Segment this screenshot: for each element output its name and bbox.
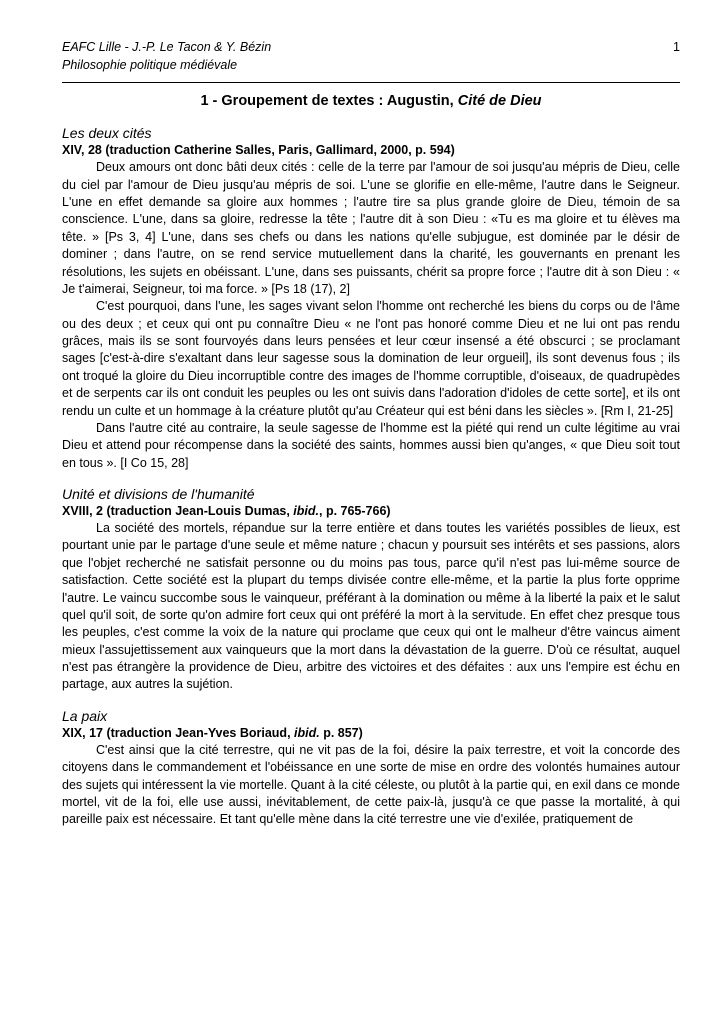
- section-heading: La paix: [62, 707, 108, 724]
- attribution-plain: XIX, 17 (traduction Jean-Yves Boriaud,: [62, 725, 295, 740]
- paragraph: Dans l'autre cité au contraire, la seule sagesse de l'homme est la piété qui rend un culte légitime au vrai Dieu et attend pour récompense dans la société des saints, hommes aussi bien qu'anges, « que Dieu soit tout en tous ». [I Co 15, 28]: [62, 420, 680, 470]
- header-left: [62, 38, 271, 74]
- paragraph: C'est ainsi que la cité terrestre, qui ne vit pas de la foi, désire la paix terrestre, et voit la concorde des citoyens dans le commandement et l'obéissance en une sorte de mise en ordre des volontés humaines autour des sujets qui intéressent la vie mortelle. Quant à la cité céleste, ou plutôt à la partie qui, en exil dans ce monde mortel, vit de la foi, elle use aussi, inévitablement, de cette paix-là, jusqu'à ce que passe la mortalité, à qui pareille paix est nécessaire. Et tant qu'elle mène dans la cité terrestre une vie d'exilée, pratiquement de: [62, 742, 680, 827]
- page-title: [62, 93, 680, 109]
- section-attribution: [62, 504, 680, 518]
- attribution-italic: ibid.: [293, 504, 319, 518]
- page-header: [62, 38, 680, 74]
- section-unite-et-divisions: [62, 486, 680, 694]
- section-attribution: [62, 143, 680, 157]
- attribution-italic: ibid.: [294, 725, 320, 740]
- section-attribution: [62, 726, 680, 740]
- section-la-paix: [62, 708, 680, 829]
- section-les-deux-cites: [62, 125, 680, 472]
- attribution-tail: , p. 765-766): [319, 504, 391, 518]
- attribution-plain: XVIII, 2 (traduction Jean-Louis Dumas,: [62, 504, 294, 518]
- attribution-plain: XIV, 28 (traduction Catherine Salles, Paris, Gallimard, 2000, p. 594): [62, 143, 455, 158]
- page-number: 1: [673, 40, 680, 54]
- page-title-italic: Cité de Dieu: [457, 93, 542, 110]
- paragraph: La société des mortels, répandue sur la terre entière et dans toutes les variétés possibles de lieux, est pourtant unie par le partage d'une seule et même nature ; chacun y poursuit ses intérêts et ses passions, alors que l'objet recherché ne satisfait personne ou du moins pas tous, parce qu'il n'est pas lui-même source de satisfaction. Cette société est la plupart du temps divisée contre elle-même, et la partie la plus forte opprime l'autre. Le vaincu succombe sous le vainqueur, préférant à la domination ou même à la liberté la paix et le salut quel qu'il soit, de sorte qu'on admire fort ceux qui ont préféré la mort à la servitude. En effet chez presque tous les peuples, c'est comme la voix de la nature qui proclame que ceux qui ont le malheur d'être vaincus aiment mieux l'assujettissement aux vainqueurs que la mort dans la dévastation de la guerre. D'où ce résultat, auquel n'est pas étrangère la providence de Dieu, arbitre des victoires et des défaites : aux uns l'empire est échu en partage, aux autres la sujétion.: [62, 521, 680, 692]
- section-heading: Les deux cités: [62, 125, 152, 142]
- header-subject: Philosophie politique médiévale: [62, 58, 238, 73]
- page-title-main: 1 - Groupement de textes : Augustin,: [200, 93, 458, 110]
- header-authors: EAFC Lille - J.-P. Le Tacon & Y. Bézin: [62, 40, 272, 54]
- header-divider: [62, 82, 680, 83]
- section-heading: Unité et divisions de l'humanité: [62, 486, 255, 502]
- attribution-tail: p. 857): [319, 725, 363, 740]
- paragraph: Deux amours ont donc bâti deux cités : celle de la terre par l'amour de soi jusqu'au mépris de Dieu, celle du ciel par l'amour de Dieu jusqu'au mépris de soi. L'une se glorifie en elle-même, l'autre dans le Seigneur. L'une en effet demande sa gloire aux hommes ; l'autre tire sa plus grande gloire de Dieu, témoin de sa conscience. L'une, dans sa gloire, redresse la tête ; l'autre dit à son Dieu : «Tu es ma gloire et tu élèves ma tête. » [Ps 3, 4] L'une, dans ses chefs ou dans les nations qu'elle subjugue, est dominée par le désir de dominer ; dans l'autre, on se rend service mutuellement dans la charité, les gouvernants en prenant les résolutions, les sujets en obéissant. L'une, dans ses puissants, chérit sa propre force ; l'autre dit à son Dieu : « Je t'aimerai, Seigneur, toi ma force. » [Ps 18 (17), 2]: [62, 160, 680, 296]
- paragraph: C'est pourquoi, dans l'une, les sages vivant selon l'homme ont recherché les biens du corps ou de l'âme ou des deux ; et ceux qui ont pu connaître Dieu « ne l'ont pas honoré comme Dieu et ne lui ont pas rendu grâces, mais ils se sont fourvoyés dans leurs pensées et leur cœur insensé a été obscurci ; se proclamant sages [c'est-à-dire s'exaltant dans leur sagesse sous la domination de leur orgueil], ils sont devenus fous ; ils ont troqué la gloire du Dieu incorruptible contre des images de l'homme corruptible, d'oiseaux, de quadrupèdes et de serpents car ils ont conduit les peuples ou les ont suivis dans l'adoration d'idoles de cette sorte], et ils ont rendu un culte et un hommage à la créature plutôt qu'au Créateur qui est béni dans les siècles ». [Rm I, 21-25]: [62, 299, 680, 418]
